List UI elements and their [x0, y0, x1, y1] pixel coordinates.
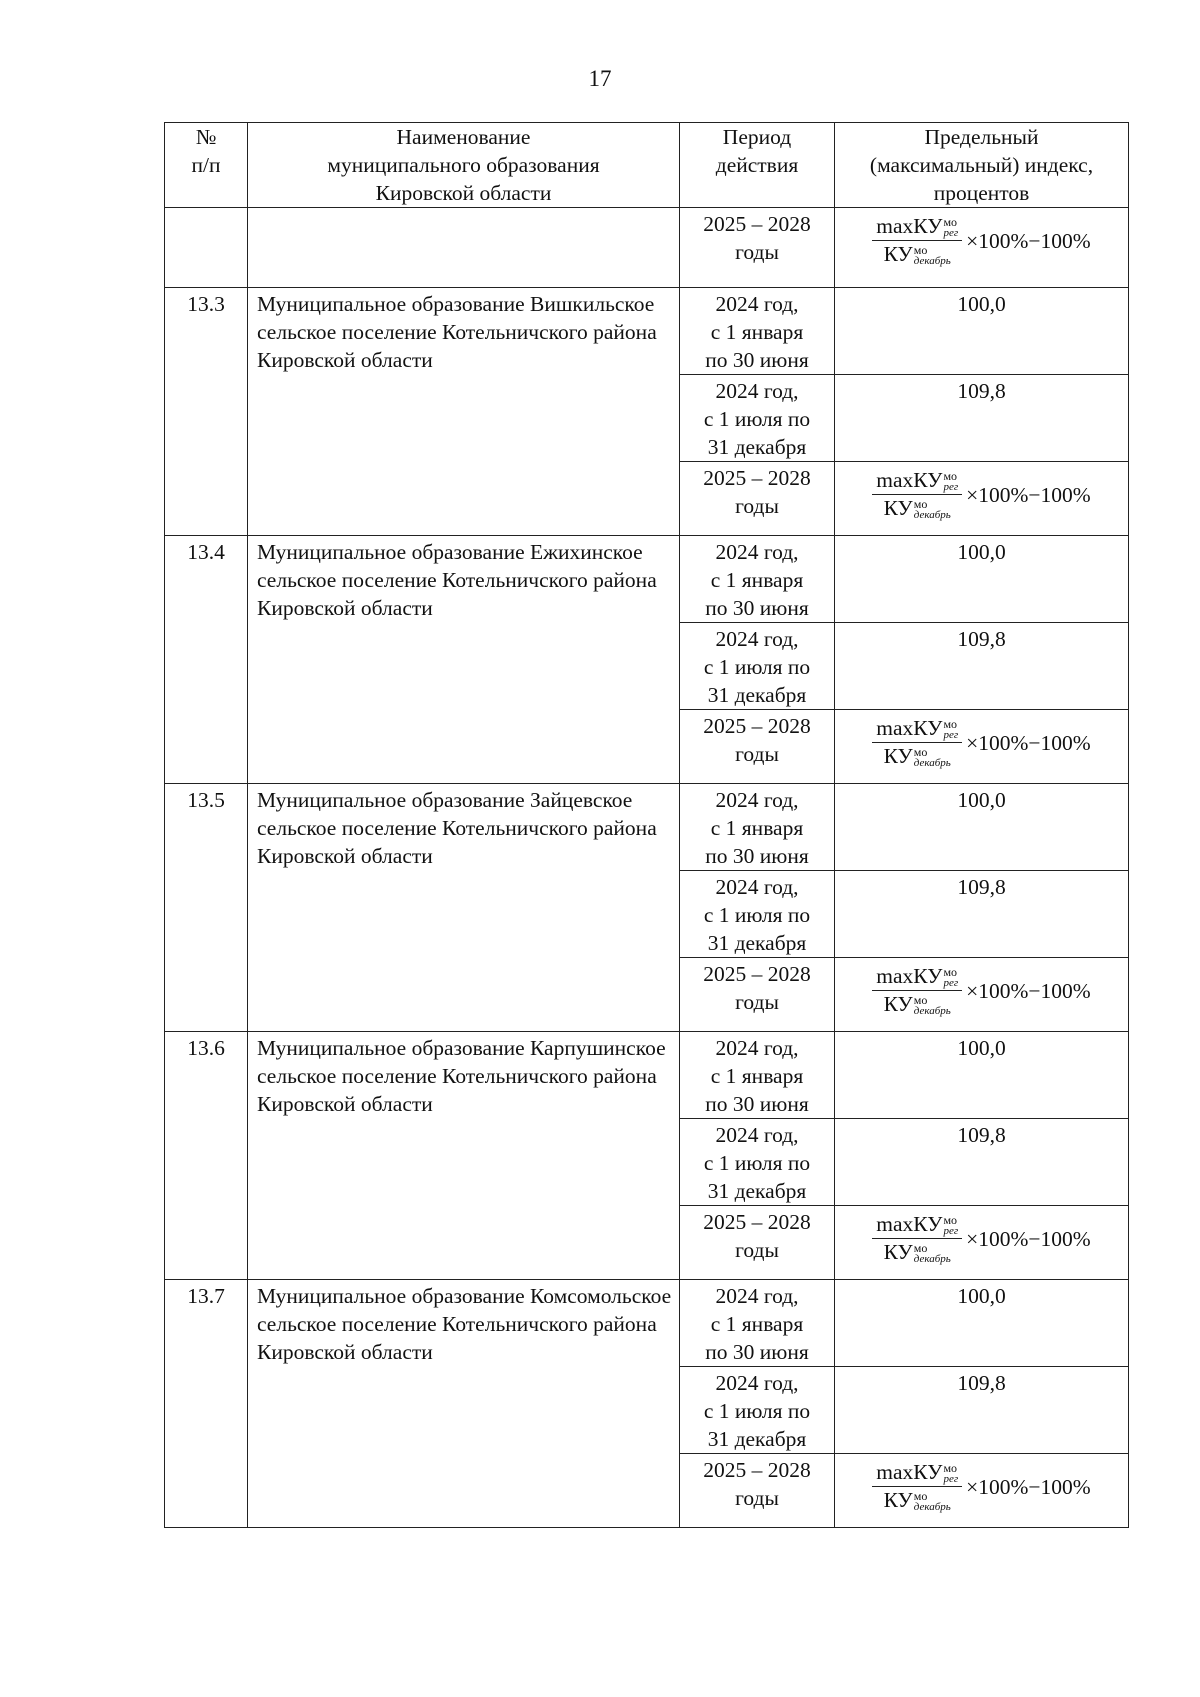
period-line: по 30 июня [705, 348, 809, 372]
formula-numerator [872, 1460, 962, 1487]
cell-formula [835, 462, 1129, 536]
header-number [165, 123, 248, 208]
cell-name: Муниципальное образование Зайцевское сельское поселение Котельничского района Кировской области [248, 784, 680, 1032]
header-index-line: процентов [933, 181, 1030, 205]
formula-num-sub: рег [943, 227, 959, 240]
header-number-line: № [195, 125, 217, 149]
cell-name: Муниципальное образование Ежихинское сельское поселение Котельничского района Кировской области [248, 536, 680, 784]
cell-period [680, 958, 835, 1032]
cell-formula [835, 710, 1129, 784]
formula-numerator [872, 1212, 962, 1239]
formula-num-sup: мо [943, 469, 958, 484]
cell-period [680, 710, 835, 784]
formula-den-scripts [914, 1243, 951, 1265]
period-line: годы [735, 1238, 779, 1262]
index-formula [835, 208, 1128, 267]
period-line: с 1 января [710, 1064, 804, 1088]
cell-period [680, 1119, 835, 1206]
formula-denominator [880, 241, 955, 267]
period-line: с 1 января [710, 320, 804, 344]
formula-den-sub: декабрь [913, 1005, 951, 1018]
formula-den-text: КУ [883, 496, 913, 521]
table-row-continuation [165, 208, 1129, 288]
formula-den-sup: мо [913, 745, 928, 760]
formula-den-sup: мо [913, 993, 928, 1008]
page-number: 17 [588, 66, 612, 91]
formula-numerator [872, 716, 962, 743]
formula-denominator [880, 495, 955, 521]
header-municipality-line: Кировской области [375, 181, 552, 205]
period-line: годы [735, 494, 779, 518]
cell-index-value: 109,8 [835, 1119, 1129, 1206]
period-line: 31 декабря [707, 931, 807, 955]
formula-den-sup: мо [913, 497, 928, 512]
formula-den-sub: декабрь [913, 509, 951, 522]
formula-fraction [872, 214, 962, 267]
period-line: 31 декабря [707, 683, 807, 707]
table-row [165, 784, 1129, 871]
formula-num-scripts [943, 1215, 958, 1237]
cell-period [680, 1280, 835, 1367]
index-formula [835, 710, 1128, 769]
period-line: 2025 – 2028 [703, 1210, 811, 1234]
period-line: 31 декабря [707, 1427, 807, 1451]
index-formula [835, 1454, 1128, 1513]
period-line: с 1 июля по [703, 407, 811, 431]
header-index-line: (максимальный) индекс, [869, 153, 1094, 177]
formula-num-scripts [943, 967, 958, 989]
header-period-line: действия [715, 153, 799, 177]
cell-name: Муниципальное образование Комсомольское сельское поселение Котельничского района Кировской области [248, 1280, 680, 1528]
period-line: 2024 год, [715, 788, 799, 812]
cell-period [680, 871, 835, 958]
cell-index-value: 109,8 [835, 623, 1129, 710]
formula-num-sub: рег [943, 481, 959, 494]
header-index-line: Предельный [924, 125, 1039, 149]
cell-index-value: 100,0 [835, 784, 1129, 871]
header-municipality-line: Наименование [396, 125, 531, 149]
cell-index-value: 100,0 [835, 536, 1129, 623]
cell-index-value: 100,0 [835, 1032, 1129, 1119]
period-line: 2024 год, [715, 1123, 799, 1147]
cell-index-value: 100,0 [835, 1280, 1129, 1367]
index-formula [835, 462, 1128, 521]
formula-fraction [872, 716, 962, 769]
formula-den-text: КУ [883, 1240, 913, 1265]
cell-number: 13.7 [165, 1280, 248, 1528]
cell-number: 13.5 [165, 784, 248, 1032]
header-number-line: п/п [191, 153, 221, 177]
formula-fraction [872, 1460, 962, 1513]
period-line: годы [735, 990, 779, 1014]
cell-formula [835, 1206, 1129, 1280]
formula-num-sub: рег [943, 1225, 959, 1238]
cell-period [680, 536, 835, 623]
period-line: по 30 июня [705, 1092, 809, 1116]
period-line: с 1 января [710, 568, 804, 592]
formula-numerator [872, 964, 962, 991]
formula-den-scripts [914, 747, 951, 769]
formula-tail: ×100%−100% [966, 1226, 1091, 1251]
period-line: с 1 июля по [703, 655, 811, 679]
formula-num-text: maxКУ [876, 964, 943, 988]
cell-period [680, 1367, 835, 1454]
cell-number: 13.6 [165, 1032, 248, 1280]
formula-num-text: maxКУ [876, 214, 943, 238]
period-line: 2025 – 2028 [703, 714, 811, 738]
period-line: годы [735, 240, 779, 264]
cell-number: 13.3 [165, 288, 248, 536]
cell-formula [835, 1454, 1129, 1528]
cell-period [680, 623, 835, 710]
formula-tail: ×100%−100% [966, 482, 1091, 507]
cell-period [680, 288, 835, 375]
tariff-index-table [164, 122, 1129, 1528]
period-line: 2024 год, [715, 1284, 799, 1308]
period-line: с 1 января [710, 816, 804, 840]
period-line: 2024 год, [715, 627, 799, 651]
period-line: по 30 июня [705, 1340, 809, 1364]
cell-period [680, 375, 835, 462]
header-index [835, 123, 1129, 208]
table-row [165, 1032, 1129, 1119]
formula-num-scripts [943, 217, 958, 239]
cell-period [680, 462, 835, 536]
formula-num-sup: мо [943, 215, 958, 230]
formula-den-text: КУ [883, 744, 913, 769]
formula-num-scripts [943, 719, 958, 741]
formula-denominator [880, 1239, 955, 1265]
header-period [680, 123, 835, 208]
formula-numerator [872, 214, 962, 241]
formula-num-text: maxКУ [876, 1460, 943, 1484]
cell-period [680, 784, 835, 871]
formula-tail: ×100%−100% [966, 1474, 1091, 1499]
cell-index-value: 100,0 [835, 288, 1129, 375]
cell-number: 13.4 [165, 536, 248, 784]
formula-fraction [872, 468, 962, 521]
period-line: 2025 – 2028 [703, 962, 811, 986]
header-municipality [248, 123, 680, 208]
cell-period [680, 1454, 835, 1528]
formula-num-sub: рег [943, 729, 959, 742]
period-line: с 1 июля по [703, 1151, 811, 1175]
period-line: с 1 января [710, 1312, 804, 1336]
formula-den-scripts [914, 1491, 951, 1513]
formula-den-sup: мо [913, 243, 928, 258]
formula-den-text: КУ [883, 992, 913, 1017]
period-line: годы [735, 742, 779, 766]
formula-num-sub: рег [943, 1473, 959, 1486]
period-line: годы [735, 1486, 779, 1510]
period-line: 2025 – 2028 [703, 466, 811, 490]
cell-period [680, 1206, 835, 1280]
period-line: 31 декабря [707, 435, 807, 459]
cell-number [165, 208, 248, 288]
formula-den-text: КУ [883, 1488, 913, 1513]
formula-num-sup: мо [943, 965, 958, 980]
period-line: 2024 год, [715, 875, 799, 899]
formula-num-sup: мо [943, 1213, 958, 1228]
period-line: 31 декабря [707, 1179, 807, 1203]
formula-fraction [872, 964, 962, 1017]
period-line: по 30 июня [705, 844, 809, 868]
formula-den-text: КУ [883, 242, 913, 267]
table-header-row [165, 123, 1129, 208]
period-line: с 1 июля по [703, 1399, 811, 1423]
formula-den-sub: декабрь [913, 255, 951, 268]
formula-denominator [880, 743, 955, 769]
cell-index-value: 109,8 [835, 1367, 1129, 1454]
formula-tail: ×100%−100% [966, 730, 1091, 755]
cell-name [248, 208, 680, 288]
formula-fraction [872, 1212, 962, 1265]
cell-index-value: 109,8 [835, 871, 1129, 958]
formula-den-scripts [914, 499, 951, 521]
formula-den-sup: мо [913, 1241, 928, 1256]
formula-tail: ×100%−100% [966, 978, 1091, 1003]
index-formula [835, 958, 1128, 1017]
formula-den-sup: мо [913, 1489, 928, 1504]
cell-index-value: 109,8 [835, 375, 1129, 462]
header-period-line: Период [722, 125, 792, 149]
table-row [165, 288, 1129, 375]
formula-denominator [880, 1487, 955, 1513]
cell-period [680, 208, 835, 288]
formula-den-scripts [914, 245, 951, 267]
formula-num-scripts [943, 1463, 958, 1485]
formula-tail: ×100%−100% [966, 228, 1091, 253]
table-row [165, 1280, 1129, 1367]
period-line: 2024 год, [715, 1036, 799, 1060]
cell-formula [835, 958, 1129, 1032]
period-line: 2024 год, [715, 292, 799, 316]
formula-numerator [872, 468, 962, 495]
formula-num-text: maxКУ [876, 468, 943, 492]
formula-num-sub: рег [943, 977, 959, 990]
period-line: 2025 – 2028 [703, 1458, 811, 1482]
formula-num-sup: мо [943, 717, 958, 732]
formula-den-sub: декабрь [913, 757, 951, 770]
period-line: 2024 год, [715, 540, 799, 564]
cell-period [680, 1032, 835, 1119]
period-line: 2025 – 2028 [703, 212, 811, 236]
formula-den-sub: декабрь [913, 1501, 951, 1514]
period-line: 2024 год, [715, 1371, 799, 1395]
cell-name: Муниципальное образование Карпушинское сельское поселение Котельничского района Кировской области [248, 1032, 680, 1280]
index-formula [835, 1206, 1128, 1265]
cell-formula [835, 208, 1129, 288]
period-line: 2024 год, [715, 379, 799, 403]
period-line: по 30 июня [705, 596, 809, 620]
period-line: с 1 июля по [703, 903, 811, 927]
formula-num-sup: мо [943, 1461, 958, 1476]
cell-name: Муниципальное образование Вишкильское сельское поселение Котельничского района Кировской области [248, 288, 680, 536]
formula-num-scripts [943, 471, 958, 493]
formula-num-text: maxКУ [876, 1212, 943, 1236]
formula-num-text: maxКУ [876, 716, 943, 740]
header-municipality-line: муниципального образования [327, 153, 600, 177]
formula-den-sub: декабрь [913, 1253, 951, 1266]
table-row [165, 536, 1129, 623]
formula-den-scripts [914, 995, 951, 1017]
formula-denominator [880, 991, 955, 1017]
